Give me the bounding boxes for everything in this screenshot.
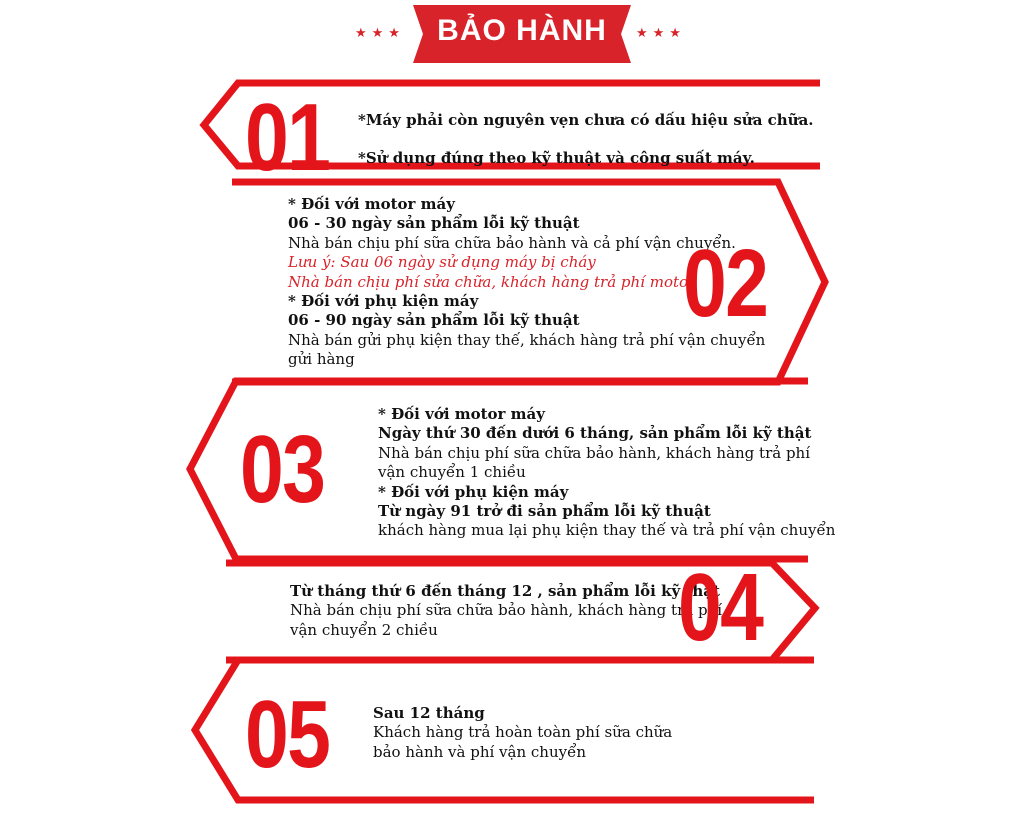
section-04-heading: Từ tháng thứ 6 đến tháng 12 , sản phẩm lỗi kỹ thật <box>290 582 720 600</box>
stars-right-icon: ★★★ <box>636 26 686 41</box>
section-05-text <box>373 704 672 762</box>
section-number-05: 05 <box>245 681 330 788</box>
section-05-line: Khách hàng trả hoàn toàn phí sữa chữa <box>373 723 673 742</box>
section-02-line: gửi hàng <box>288 350 355 369</box>
section-number-04: 04 <box>678 554 763 661</box>
section-02-heading: * Đối với motor máy <box>288 195 455 213</box>
section-04-line: Nhà bán chịu phí sữa chữa bảo hành, khách hàng trả phí <box>290 601 723 620</box>
section-02-line: Nhà bán chịu phí sữa chữa bảo hành và cả phí vận chuyển. <box>288 233 736 252</box>
section-03-line: vận chuyển 1 chiều <box>378 463 526 482</box>
section-01-line: *Máy phải còn nguyên vẹn chưa có dấu hiệu sửa chữa. <box>358 111 814 129</box>
section-number-01: 01 <box>245 84 330 191</box>
section-01-text <box>358 101 814 177</box>
section-04-line: vận chuyển 2 chiều <box>290 620 438 639</box>
section-05-heading: Sau 12 tháng <box>373 704 485 722</box>
section-number-02: 02 <box>683 230 768 337</box>
page-title: BẢO HÀNH <box>437 14 607 47</box>
section-02-line: 06 - 90 ngày sản phẩm lỗi kỹ thuật <box>288 311 580 330</box>
section-01-line: *Sử dụng đúng theo kỹ thuật và công suất máy. <box>358 149 755 167</box>
section-02-line: 06 - 30 ngày sản phẩm lỗi kỹ thuật <box>288 214 580 233</box>
section-02-note: Nhà bán chịu phí sửa chữa, khách hàng trả phí motor <box>288 272 696 291</box>
stars-left-icon: ★★★ <box>355 26 405 41</box>
section-03-heading: * Đối với phụ kiện máy <box>378 482 569 501</box>
section-number-03: 03 <box>240 416 325 523</box>
section-02-line: Nhà bán gửi phụ kiện thay thế, khách hàng trả phí vận chuyển <box>288 330 766 349</box>
section-04-text <box>290 582 722 640</box>
section-03-line: Ngày thứ 30 đến dưới 6 tháng, sản phẩm lỗi kỹ thật <box>378 424 812 443</box>
section-03-text <box>378 405 835 541</box>
section-03-line: Từ ngày 91 trở đi sản phẩm lỗi kỹ thuật <box>378 502 711 521</box>
section-03-line: Nhà bán chịu phí sữa chữa bảo hành, khách hàng trả phí <box>378 443 811 462</box>
section-03-heading: * Đối với motor máy <box>378 405 545 423</box>
section-03-line: khách hàng mua lại phụ kiện thay thế và trả phí vận chuyển <box>378 521 836 540</box>
section-05-line: bảo hành và phí vận chuyển <box>373 742 586 761</box>
section-02-note: Lưu ý: Sau 06 ngày sử dụng máy bị cháy <box>288 253 596 272</box>
section-02-heading: * Đối với phụ kiện máy <box>288 292 479 311</box>
